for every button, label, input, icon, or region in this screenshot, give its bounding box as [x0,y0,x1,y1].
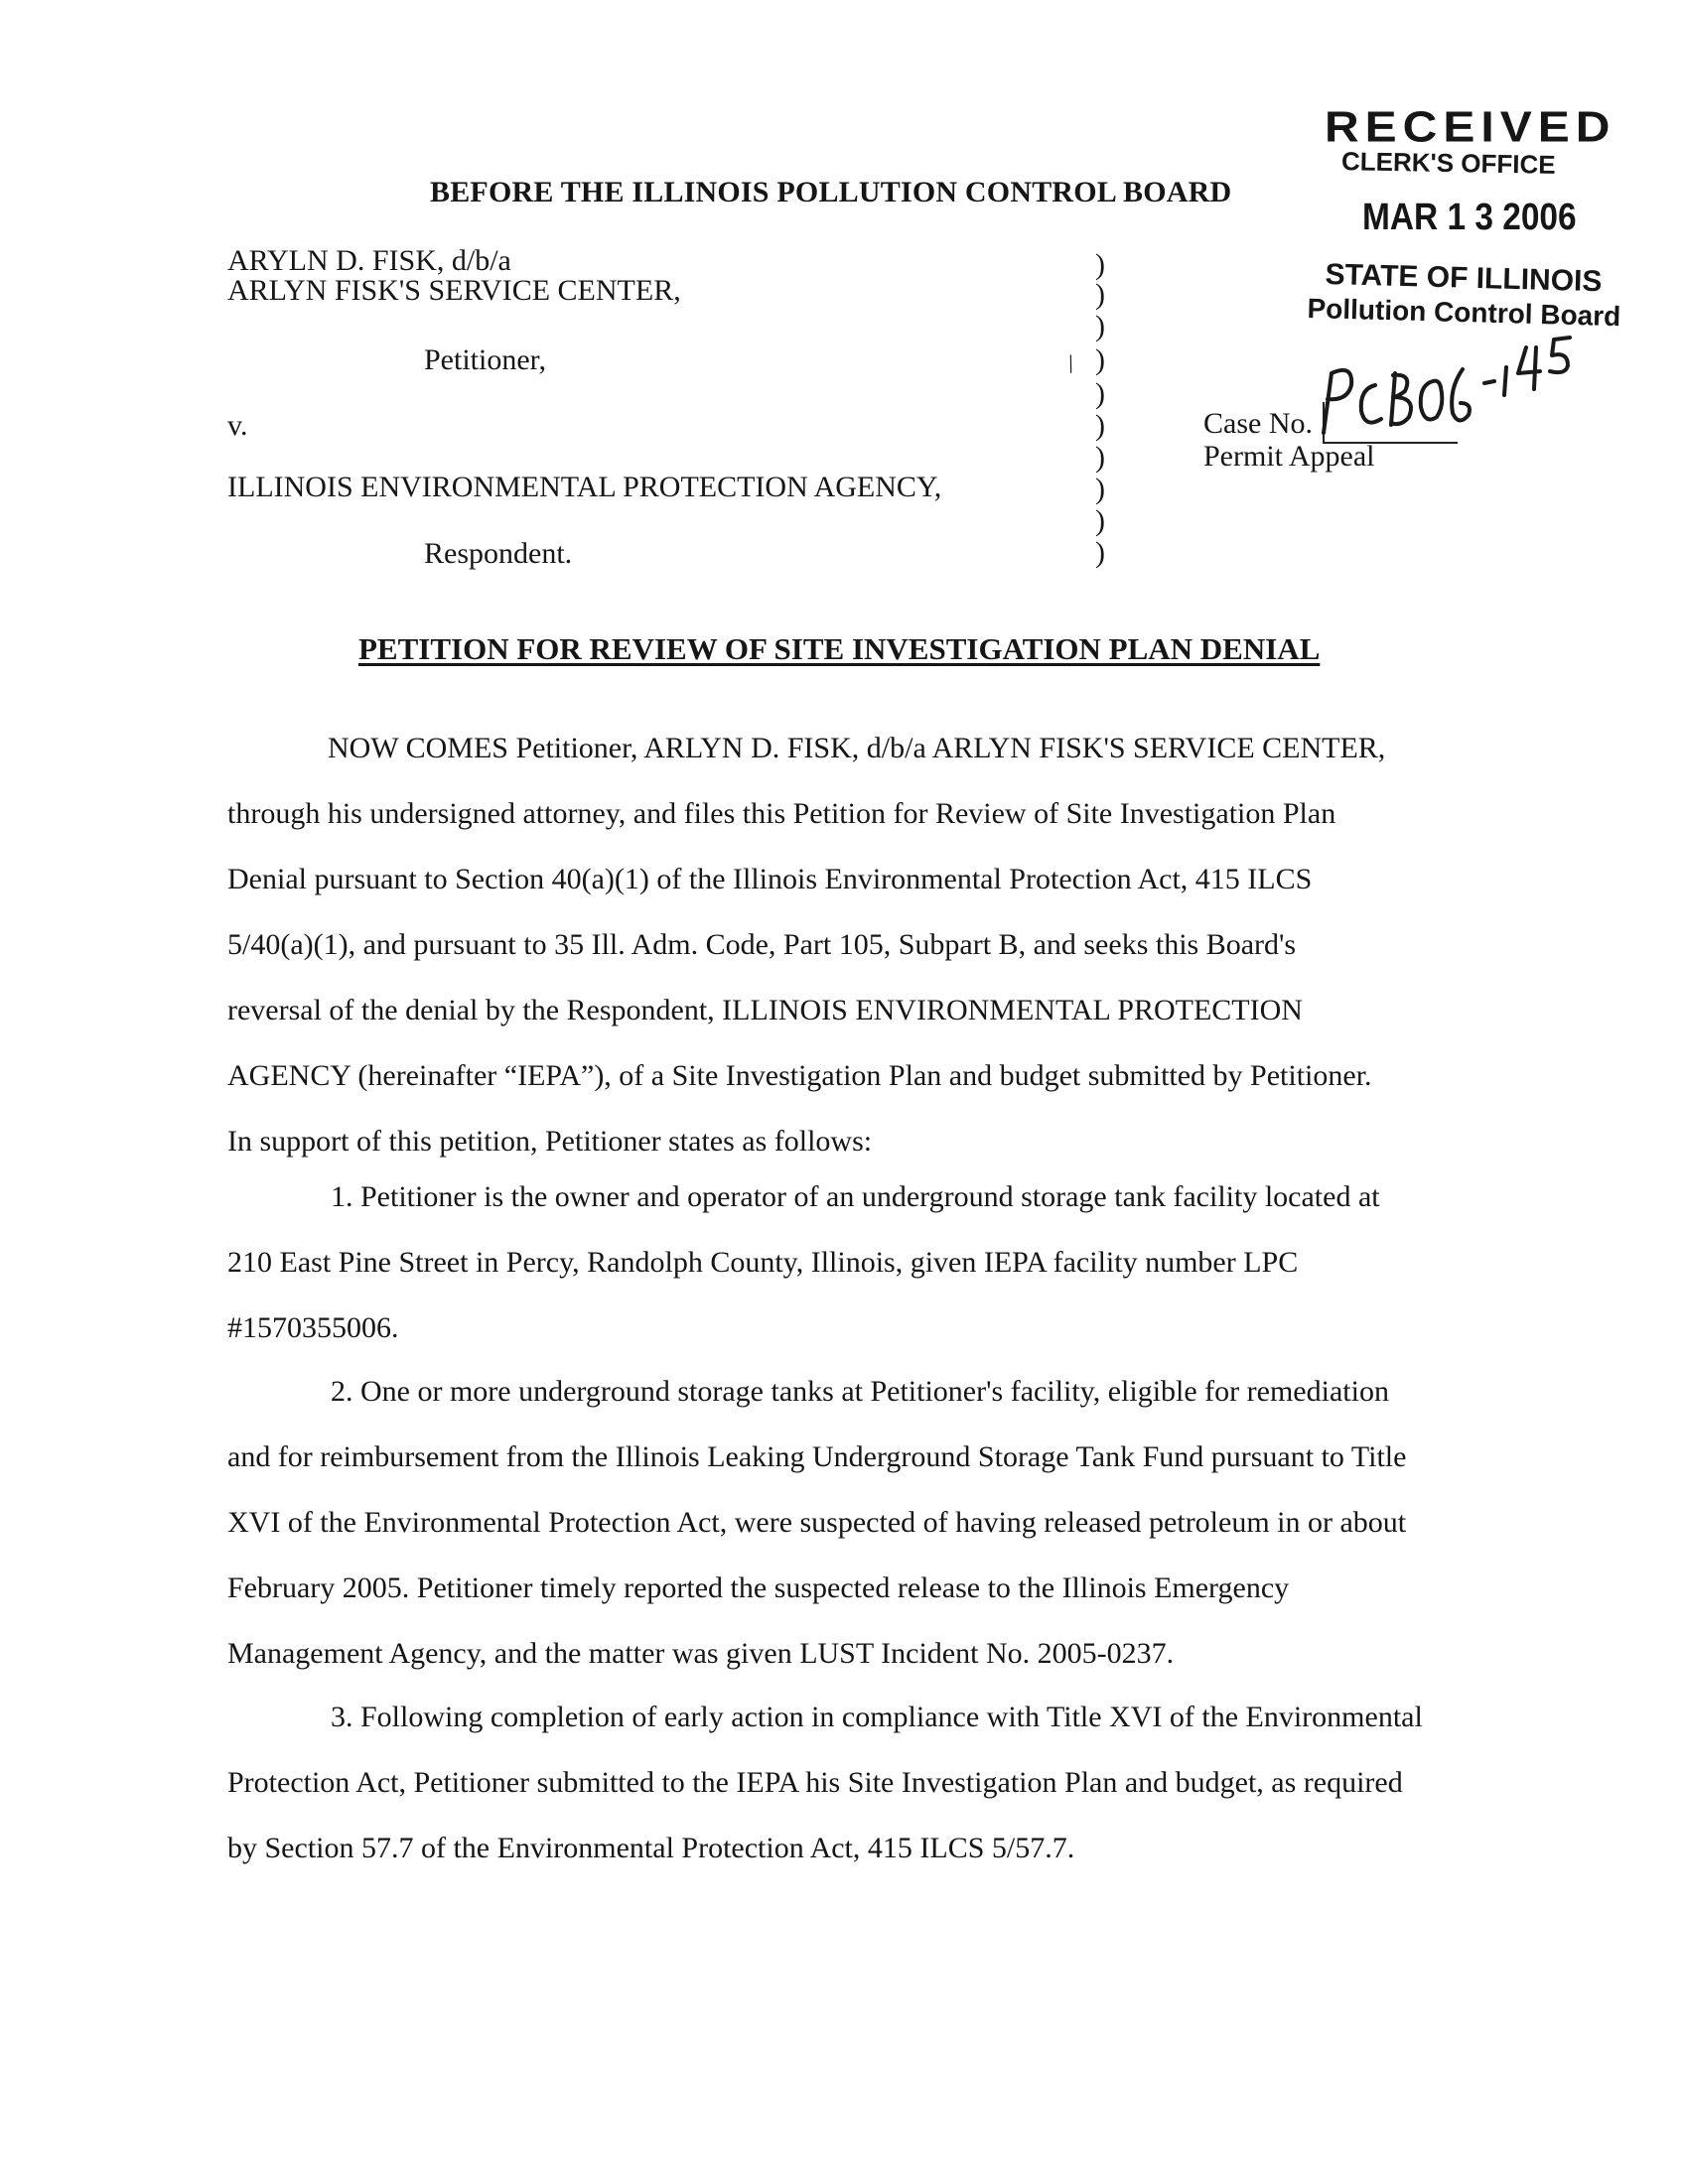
text-line: February 2005. Petitioner timely reported the suspected release to the Illinois Emergency [227,1571,1290,1604]
petitioner-business: ARLYN FISK'S SERVICE CENTER, [227,274,681,307]
text-line: AGENCY (hereinafter “IEPA”), of a Site Investigation Plan and budget submitted by Petitioner. [227,1059,1372,1092]
text-line: XVI of the Environmental Protection Act, were suspected of having released petroleum in or about [227,1506,1407,1539]
text-line: 1. Petitioner is the owner and operator of an underground storage tank facility located at [331,1180,1380,1213]
text-line: through his undersigned attorney, and files this Petition for Review of Site Investigation Plan [227,797,1336,830]
text-line: NOW COMES Petitioner, ARLYN D. FISK, d/b/a ARLYN FISK'S SERVICE CENTER, [328,732,1386,764]
text-line: and for reimbursement from the Illinois Leaking Underground Storage Tank Fund pursuant to Title [227,1440,1407,1473]
text-line: 210 East Pine Street in Percy, Randolph County, Illinois, given IEPA facility number LPC [227,1246,1299,1279]
text-line: Management Agency, and the matter was given LUST Incident No. 2005-0237. [227,1637,1175,1670]
text-line: 3. Following completion of early action in compliance with Title XVI of the Environmental [331,1701,1423,1733]
versus-label: v. [227,409,248,442]
stray-mark: / [1062,348,1079,379]
case-number-label: Case No. [1203,407,1313,440]
received-stamp-state: STATE OF ILLINOIS [1325,258,1603,299]
court-title: BEFORE THE ILLINOIS POLLUTION CONTROL BOARD [430,176,1232,208]
received-stamp-date: MAR 1 3 2006 [1362,197,1577,238]
petitioner-role: Petitioner, [424,343,546,376]
case-type: Permit Appeal [1203,440,1375,473]
received-stamp-board: Pollution Control Board [1307,293,1621,333]
text-line: #1570355006. [227,1311,399,1344]
received-stamp-title: RECEIVED [1325,103,1616,152]
respondent-role: Respondent. [424,537,573,570]
text-line: Protection Act, Petitioner submitted to the IEPA his Site Investigation Plan and budget, as required [227,1766,1403,1799]
text-line: 5/40(a)(1), and pursuant to 35 Ill. Adm. Code, Part 105, Subpart B, and seeks this Board's [227,928,1297,961]
text-line: In support of this petition, Petitioner states as follows: [227,1125,873,1158]
petitioner-name: ARYLN D. FISK, d/b/a [227,244,511,277]
text-line: Denial pursuant to Section 40(a)(1) of the Illinois Environmental Protection Act, 415 ILCS [227,863,1313,895]
petition-heading: PETITION FOR REVIEW OF SITE INVESTIGATION PLAN DENIAL [358,631,1321,666]
text-line: by Section 57.7 of the Environmental Protection Act, 415 ILCS 5/57.7. [227,1832,1075,1864]
handwritten-case-number [1314,334,1582,443]
respondent-name: ILLINOIS ENVIRONMENTAL PROTECTION AGENCY, [227,471,942,503]
received-stamp-office: CLERK'S OFFICE [1340,146,1556,180]
text-line: 2. One or more underground storage tanks at Petitioner's facility, eligible for remediation [331,1375,1389,1408]
text-line: reversal of the denial by the Respondent, ILLINOIS ENVIRONMENTAL PROTECTION [227,994,1303,1026]
